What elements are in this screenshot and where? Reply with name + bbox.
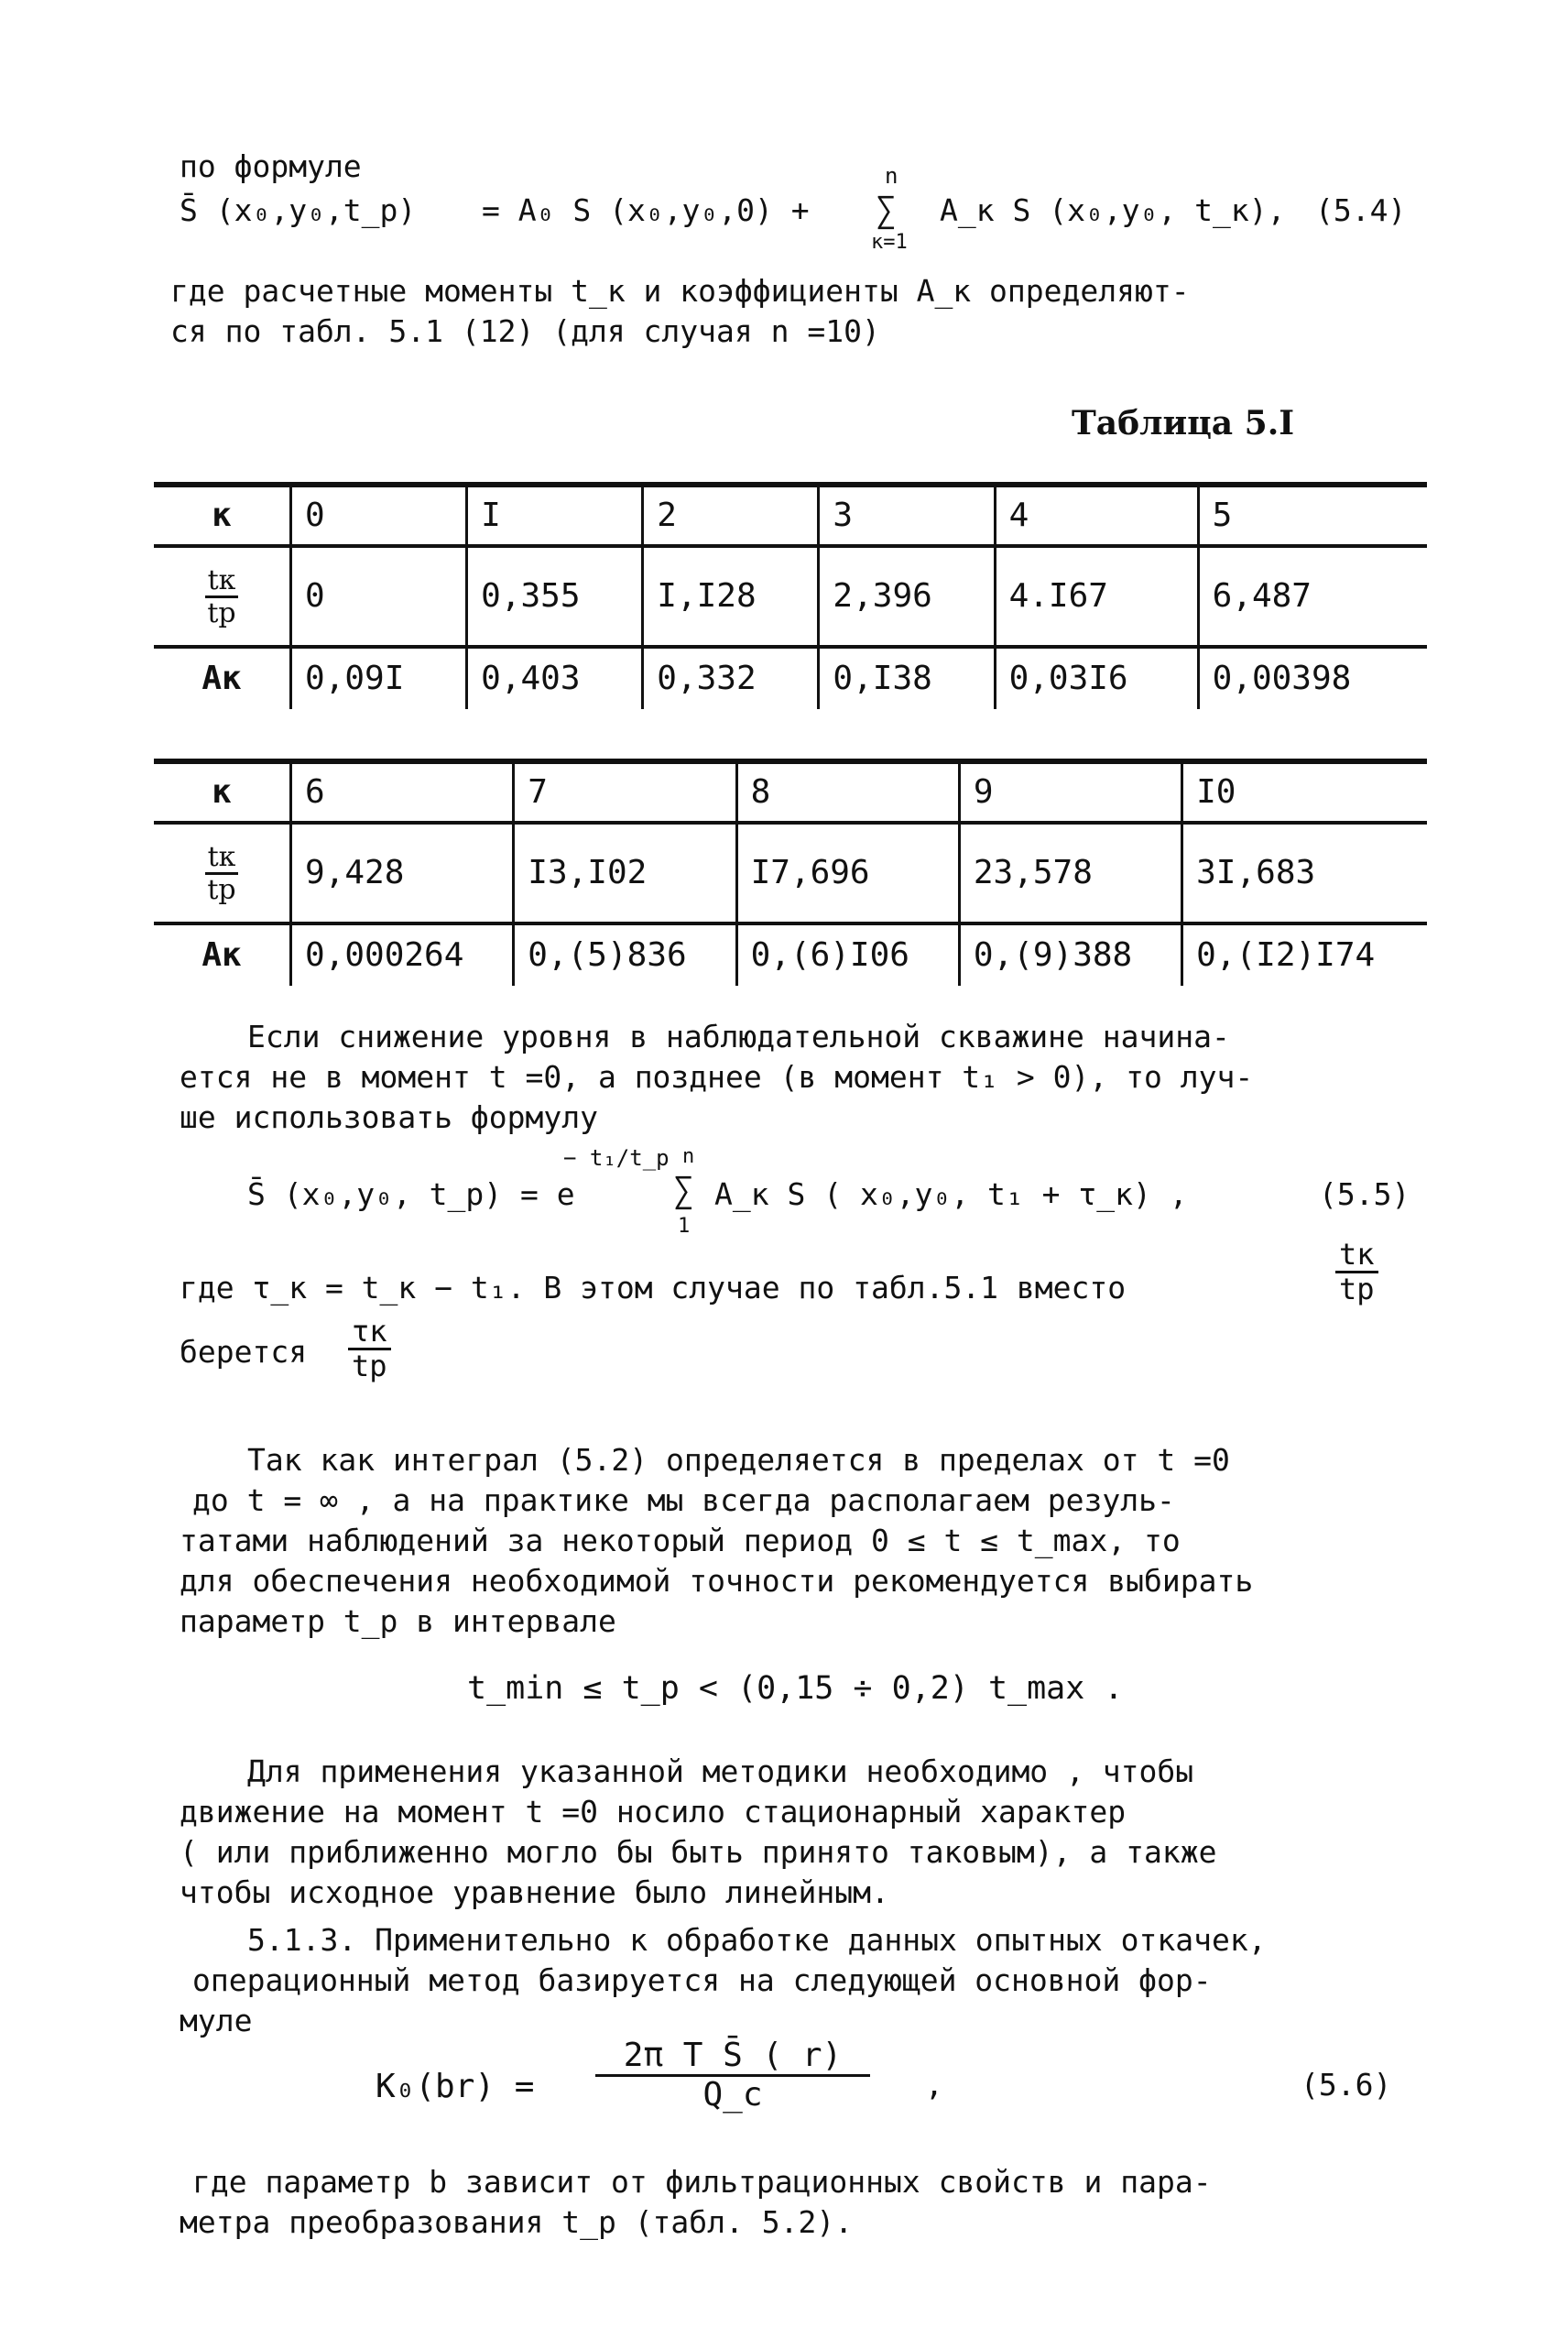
table-cell: 0,(5)836 [514, 923, 736, 986]
row-label-ak: Aк [154, 923, 291, 986]
table-row-ratio [154, 823, 1427, 923]
fraction-denominator: tр [207, 596, 236, 629]
fraction-denominator: tp [352, 1349, 387, 1384]
formula-rhs-b: A_к S (x₀,y₀, t_к), [940, 192, 1286, 228]
sum-bottom: 1 [678, 1215, 691, 1238]
text-line: Если снижение уровня в наблюдательной скважине начина- [247, 1019, 1230, 1054]
table-cell: 0,(I2)I74 [1182, 923, 1427, 986]
table-row-k [154, 761, 1427, 823]
table-cell: I3,I02 [514, 823, 736, 923]
table-cell: 0,332 [643, 647, 819, 709]
sum-top: n [885, 163, 898, 189]
fraction-denominator: tp [1339, 1272, 1375, 1307]
table-cell: 3 [819, 485, 995, 546]
table-row-ak [154, 647, 1427, 709]
equation-number: (5.6) [1301, 2067, 1392, 2103]
row-label-ratio [154, 546, 291, 647]
table-cell: 7 [514, 761, 736, 823]
text-line: Так как интеграл (5.2) определяется в пределах от t =0 [247, 1442, 1230, 1478]
equation-number: (5.5) [1319, 1176, 1410, 1212]
fraction-tk-tp [1335, 1239, 1378, 1306]
sum-sign: ∑ [673, 1170, 694, 1210]
sum-sign: ∑ [876, 190, 897, 230]
text-line: движение на момент t =0 носило стационарный характер [180, 1794, 1127, 1830]
fraction-numerator: tк [1335, 1239, 1378, 1273]
formula-rhs: A_к S ( x₀,y₀, t₁ + τ_к) , [714, 1176, 1188, 1212]
row-label-ak: Aк [154, 647, 291, 709]
formula-lhs: K₀(br) = [376, 2068, 535, 2105]
sum-bottom: к=1 [871, 231, 908, 254]
text-line: параметр t_p в интервале [180, 1603, 616, 1639]
fraction-denominator: Q_c [702, 2075, 763, 2114]
table-cell: 4.I67 [995, 546, 1198, 647]
table-cell: 0 [291, 485, 467, 546]
text-line: где параметр b зависит от фильтрационных свойств и пара- [192, 2164, 1212, 2200]
text-line: ше использовать формулу [180, 1099, 598, 1135]
table-cell: 6,487 [1198, 546, 1427, 647]
table-cell: 0,09I [291, 647, 467, 709]
table-cell: 0,03I6 [995, 647, 1198, 709]
table-row-ak [154, 923, 1427, 986]
table-cell: 9 [959, 761, 1181, 823]
table-cell: 9,428 [291, 823, 514, 923]
table-cell: 3I,683 [1182, 823, 1427, 923]
table-cell: 0,(9)388 [959, 923, 1181, 986]
table-cell: 0,00398 [1198, 647, 1427, 709]
row-label-k: к [154, 485, 291, 546]
table-row-ratio [154, 546, 1427, 647]
row-label-k: к [154, 761, 291, 823]
text-line: до t = ∞ , а на практике мы всегда располагаем резуль- [192, 1482, 1175, 1518]
sum-top: n [682, 1145, 695, 1168]
text-line: где τ_к = t_к − t₁. В этом случае по табл.5.1 вместо [180, 1270, 1127, 1306]
text-line: для обеспечения необходимой точности рекомендуется выбирать [180, 1563, 1254, 1599]
table-cell: I0 [1182, 761, 1427, 823]
formula-comma: , [925, 2067, 943, 2103]
text-line: где расчетные моменты t_к и коэффициенты A_к определяют- [170, 273, 1190, 309]
table-5-1-part-2 [154, 759, 1427, 986]
text-line: муле [180, 2003, 253, 2038]
fraction-numerator: tк [205, 565, 237, 598]
ratio-fraction [205, 565, 237, 628]
fraction-denominator: tр [207, 873, 236, 906]
table-title: Таблица 5.I [1072, 404, 1295, 442]
table-cell: 4 [995, 485, 1198, 546]
text-line: чтобы исходное уравнение было линейным. [180, 1874, 889, 1910]
formula-5-5 [247, 1143, 1429, 1244]
formula-5-6 [376, 2032, 1429, 2142]
ratio-fraction [205, 842, 237, 905]
formula-exponent: − t₁/t_p [563, 1145, 670, 1171]
text-line: 5.1.3. Применительно к обработке данных опытных откачек, [247, 1922, 1267, 1958]
text-line: метра преобразования t_p (табл. 5.2). [180, 2204, 854, 2240]
table-cell: 6 [291, 761, 514, 823]
table-cell: 8 [736, 761, 959, 823]
table-cell: 2,396 [819, 546, 995, 647]
table-5-1-part-1 [154, 482, 1427, 709]
text-line: ется не в момент t =0, а позднее (в момент t₁ > 0), то луч- [180, 1059, 1254, 1095]
inequality: t_min ≤ t_p < (0,15 ÷ 0,2) t_max . [467, 1670, 1124, 1707]
formula-fraction [595, 2037, 870, 2113]
table-cell: 0,I38 [819, 647, 995, 709]
table-cell: I7,696 [736, 823, 959, 923]
table-cell: 2 [643, 485, 819, 546]
table-cell: I [467, 485, 643, 546]
table-cell: 0,403 [467, 647, 643, 709]
text-line: по формуле [180, 148, 362, 184]
table-cell: 0,000264 [291, 923, 514, 986]
fraction-numerator: 2π T S̄ ( r) [595, 2037, 870, 2077]
table-row-k [154, 485, 1427, 546]
formula-lhs: S̄ (x₀,y₀,t_p) [180, 192, 417, 228]
formula-lhs: S̄ (x₀,y₀, t_p) = e [247, 1176, 575, 1212]
table-cell: 0,355 [467, 546, 643, 647]
equation-number: (5.4) [1315, 192, 1407, 228]
table-cell: 0,(6)I06 [736, 923, 959, 986]
fraction-numerator: τк [348, 1316, 391, 1350]
table-cell: 5 [1198, 485, 1427, 546]
text-line: татами наблюдений за некоторый период 0 ≤ t ≤ t_max, то [180, 1523, 1181, 1558]
fraction-tauk-tp [348, 1316, 391, 1382]
row-label-ratio [154, 823, 291, 923]
text-line: операционный метод базируется на следующей основной фор- [192, 1962, 1212, 1998]
text-line: Для применения указанной методики необходимо , чтобы [247, 1753, 1194, 1789]
table-cell: 0 [291, 546, 467, 647]
text-line: ся по табл. 5.1 (12) (для случая n =10) [170, 313, 880, 349]
text-line: ( или приближенно могло бы быть принято таковым), а также [180, 1834, 1217, 1870]
table-cell: 23,578 [959, 823, 1181, 923]
formula-rhs-a: = A₀ S (x₀,y₀,0) + [482, 192, 810, 228]
fraction-numerator: tк [205, 842, 237, 875]
text-line: берется [180, 1334, 308, 1370]
table-cell: I,I28 [643, 546, 819, 647]
